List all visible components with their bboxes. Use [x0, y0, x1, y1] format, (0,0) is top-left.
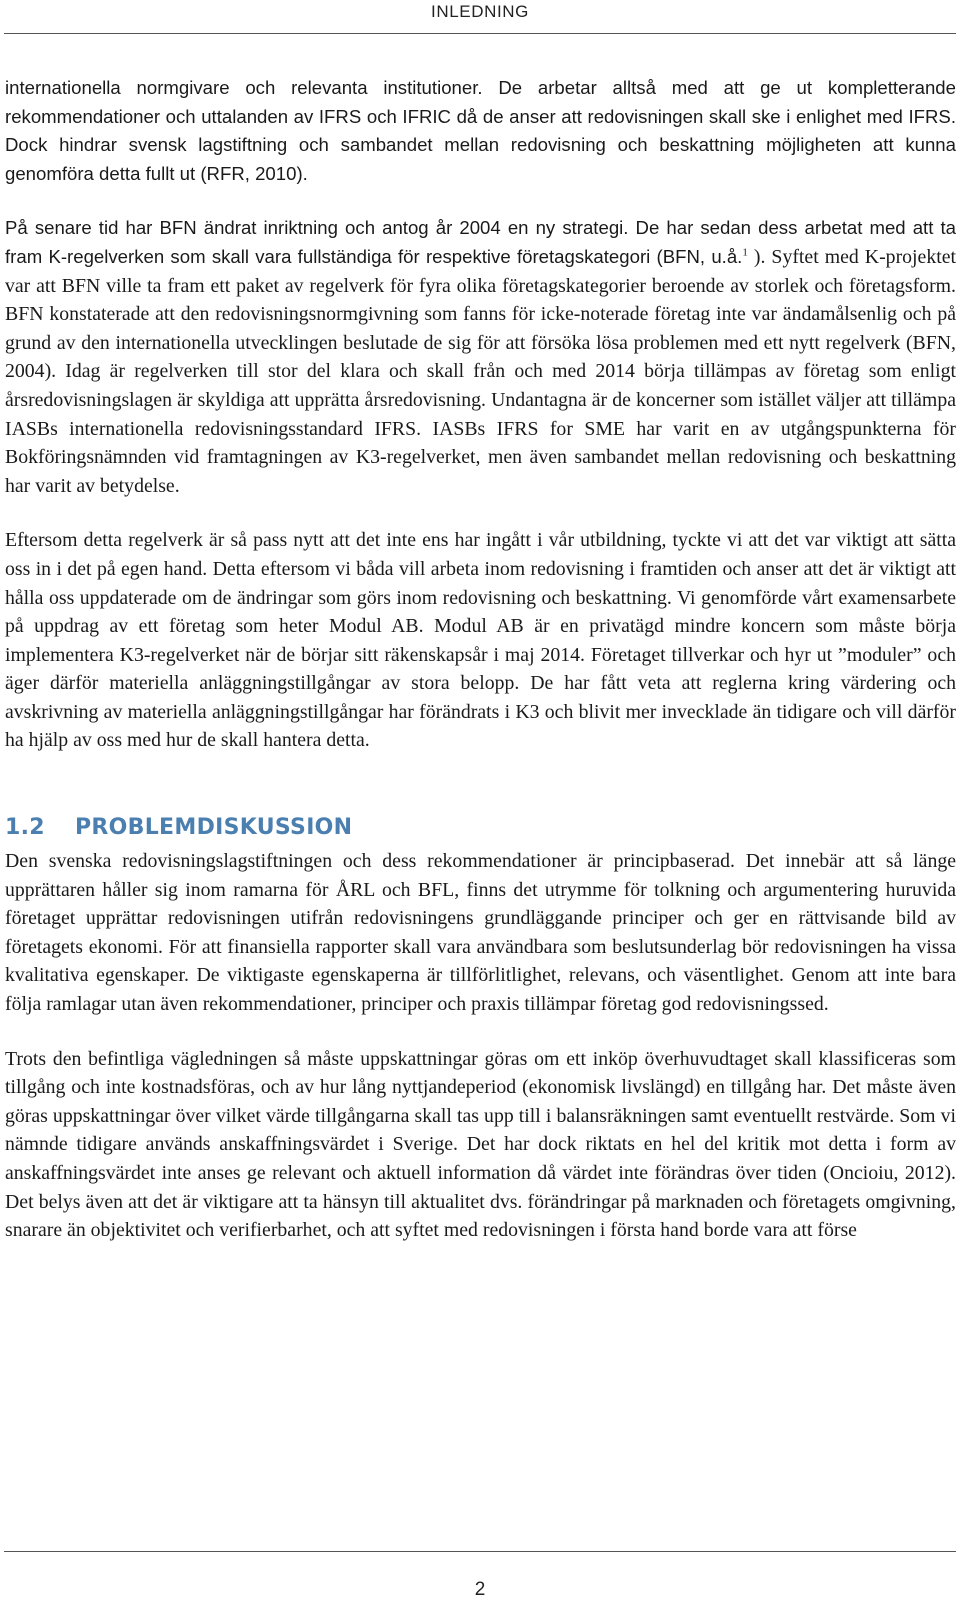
- footer-divider: [4, 1551, 956, 1552]
- paragraph-bfn-strategy-rest: ). Syftet med K-projektet var att BFN ville ta fram ett paket av regelverk för fyra olika företagskategorier beroende av storlek och företagsform. BFN konstaterade att den redovisningsnormgivning som fanns för icke-noterade företag inte var ändamålsenlig och på grund av den internationella utvecklingen beslutade de sig för att försöka lösa problemen med ett nytt regelverk (BFN, 2004). Idag är regelverken till stor del klara och skall från och med 2014 börja tillämpas av företag som enligt årsredovisningslagen är skyldiga att upprätta årsredovisning. Undantagna är de koncerner som istället väljer att tillämpa IASBs internationella redovisningsstandard IFRS. IASBs IFRS for SME har varit en av utgångspunkterna för Bokföringsnämnden vid framtagningen av K3-regelverket, men även sambandet mellan redovisning och beskattning har varit av betydelse.: [5, 245, 956, 497]
- paragraph-bfn-strategy: [5, 214, 956, 500]
- running-header: INLEDNING: [431, 2, 529, 21]
- section-title: PROBLEMDISKUSSION: [75, 815, 353, 841]
- paragraph-principles: Den svenska redovisningslagstiftningen och dess rekommendationer är principbaserad. Det innebär att så länge upprättaren håller sig inom ramarna för ÅRL och BFL, finns det utrymme för tolkning och argumentering huruvida företaget upprättar redovisningen utifrån redovisningens grundläggande principer och ger en rättvisande bild av företagets ekonomi. För att finansiella rapporter skall vara användbara som beslutsunderlag bör redovisningen ha vissa kvalitativa egenskaper. De viktigaste egenskaperna är tillförlitlighet, relevans, och väsentlighet. Genom att inte bara följa ramlagar utan även rekommendationer, principer och praxis tillämpar företag god redovisningssed.: [5, 850, 956, 1016]
- page-body: [5, 74, 956, 1245]
- section-number: 1.2: [5, 815, 45, 841]
- paragraph-estimates: Trots den befintliga vägledningen så måste uppskattningar göras om ett inköp överhuvudtaget skall klassificeras som tillgång och inte kostnadsföras, och av hur lång nyttjandeperiod (ekonomisk livslängd) en tillgång har. Det måste även göras uppskattningar över vilket värde tillgångarna skall tas upp till i balansräkningen samt eventuellt restvärde. Som vi nämnde tidigare används anskaffningsvärdet i Sverige. Det har dock riktats en hel del kritik mot detta i form av anskaffningsvärdet inte anses ge relevant och aktuell information då värdet inte förändras över tiden (Oncioiu, 2012). Det belys även att det är viktigare att ta hänsyn till aktualitet dvs. förändringar på marknaden och företagets omgivning, snarare än objektivitet och verifierbarhet, och att syftet med redovisningen i första hand borde vara att förse: [5, 1047, 956, 1242]
- paragraph-intro-continuation: internationella normgivare och relevanta institutioner. De arbetar alltså med att ge ut kompletterande rekommendationer och uttalanden av IFRS och IFRIC då de anser att redovisningen skall ske i enlighet med IFRS. Dock hindrar svensk lagstiftning och sambandet mellan redovisning och beskattning möjligheten att kunna genomföra detta fullt ut (RFR, 2010).: [5, 77, 956, 184]
- paragraph-motivation: Eftersom detta regelverk är så pass nytt att det inte ens har ingått i vår utbildning, tyckte vi att det var viktigt att sätta oss in i det på egen hand. Detta eftersom vi båda vill arbeta inom redovisning i framtiden och anser att det är viktigt att hålla oss uppdaterade om de ändringar som görs inom redovisning och beskattning. Vi genomförde vårt examensarbete på uppdrag av ett företag som heter Modul AB. Modul AB är en privatägd mindre koncern som måste börja implementera K3-regelverket när de börjar sitt räkenskapsår i maj 2014. Företaget tillverkar och hyr ut ”moduler” och äger därför materiella anläggningstillgångar av stora belopp. De har fått veta att reglerna kring värdering och avskrivning av materiella anläggningstillgångar har förändrats i K3 och blivit mer invecklade än tidigare och vill därför ha hjälp av oss med hur de skall hantera detta.: [5, 529, 956, 752]
- page-number: 2: [474, 1579, 486, 1600]
- header-divider: [4, 33, 956, 34]
- paragraph-bfn-strategy-text: På senare tid har BFN ändrat inriktning och antog år 2004 en ny strategi. De har sedan dess arbetat med att ta fram K-regelverken som skall vara fullständiga för respektive företagskategori (BFN, u.å.: [5, 217, 956, 267]
- section-heading: [5, 813, 956, 847]
- footnote-reference[interactable]: 1: [742, 246, 748, 259]
